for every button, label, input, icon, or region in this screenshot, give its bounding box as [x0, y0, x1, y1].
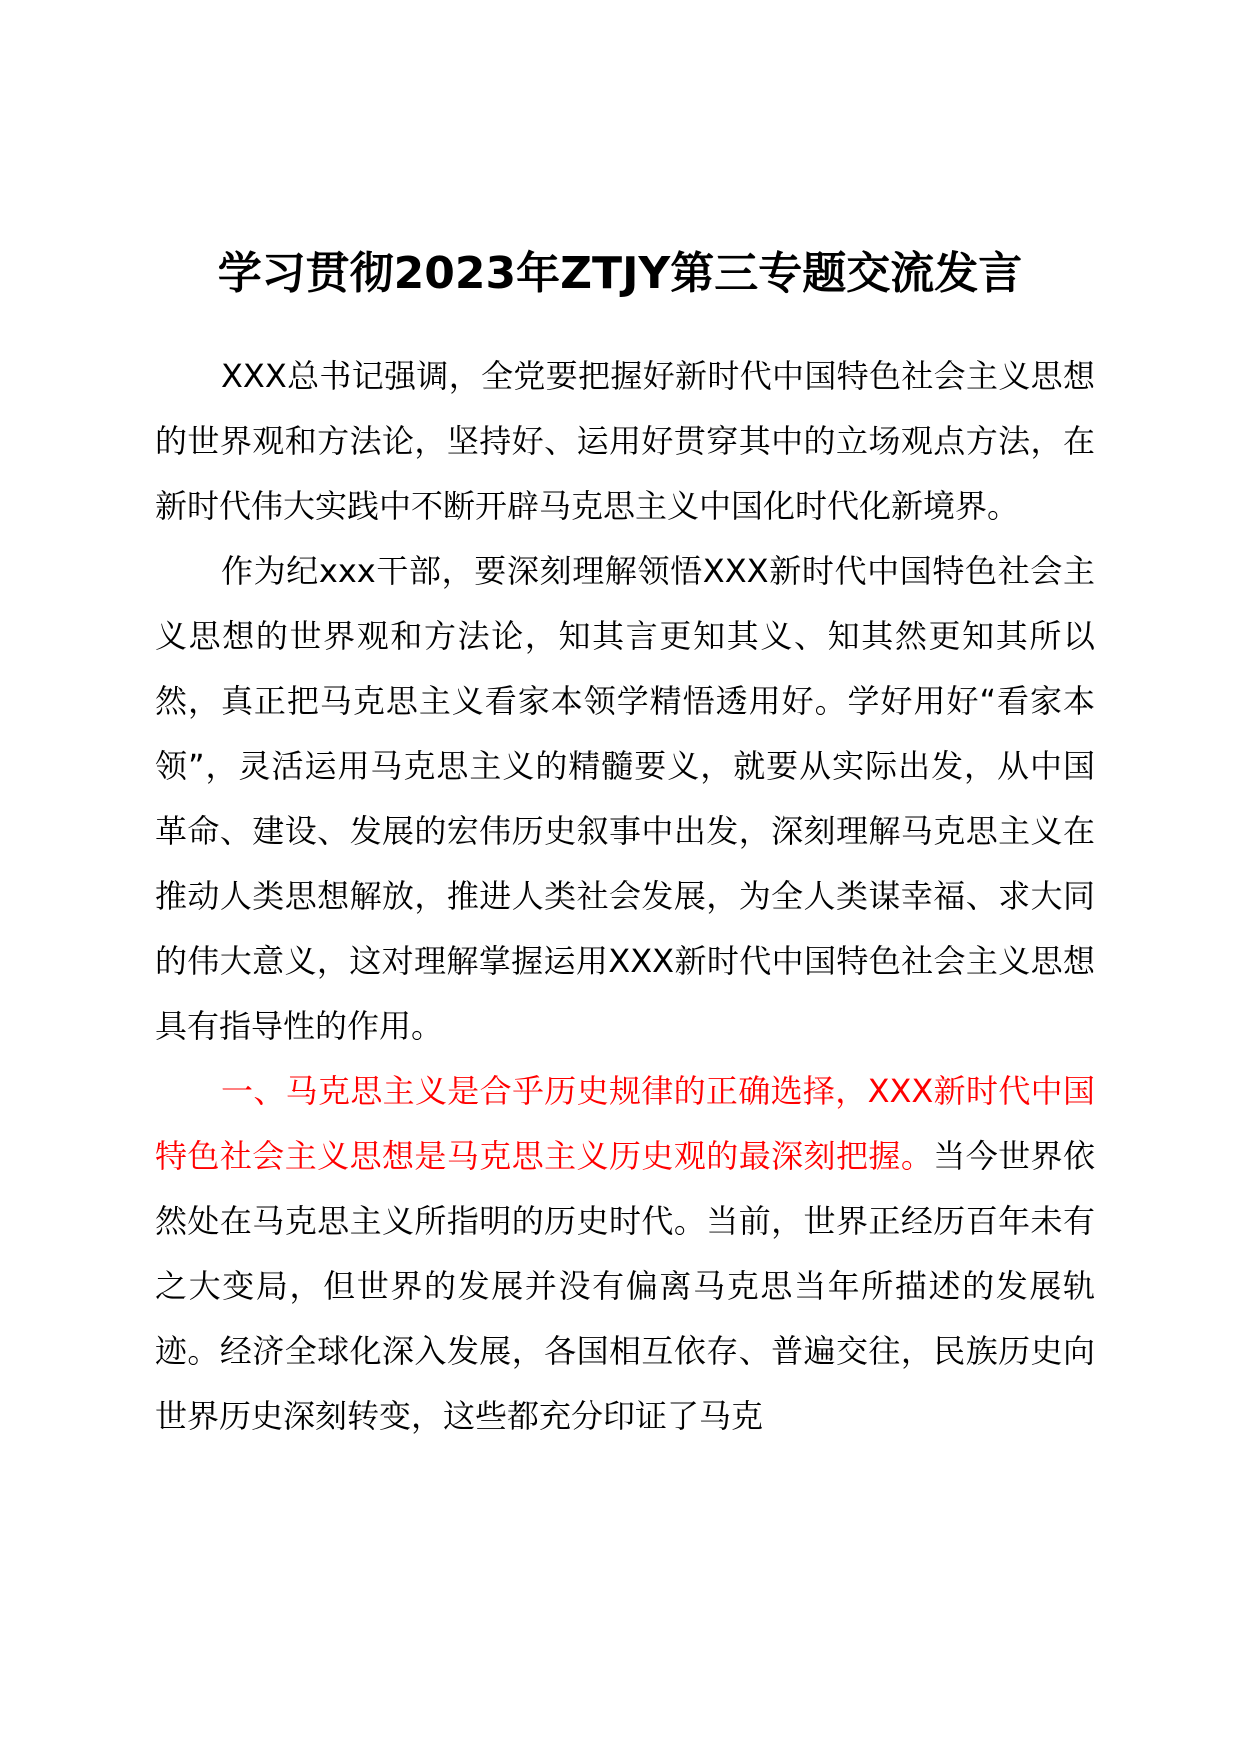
paragraph-3-text: 当今世界依然处在马克思主义所指明的历史时代。当前，世界正经历百年未有之大变局，但世界的发展并没有偏离马克思当年所描述的发展轨迹。经济全球化深入发展，各国相互依存、普遍交往，民族历史向世界历史深刻转变，这些都充分印证了马克 — [155, 1137, 1095, 1435]
document-title: 学习贯彻2023年ZTJY第三专题交流发言 — [217, 248, 1023, 299]
paragraph-1: XXX总书记强调，全党要把握好新时代中国特色社会主义思想的世界观和方法论，坚持好、运用好贯穿其中的立场观点方法，在新时代伟大实践中不断开辟马克思主义中国化时代化新境界。 — [155, 357, 1095, 525]
section-heading-1: 一、马克思主义是合乎历史规律的正确选择，XXX新时代中国特色社会主义思想是马克思主义历史观的最深刻把握。 — [155, 1072, 1095, 1175]
paragraph-3 — [155, 1059, 1095, 1449]
document-body — [155, 344, 1095, 1449]
paragraph-2: 作为纪xxx干部，要深刻理解领悟XXX新时代中国特色社会主义思想的世界观和方法论，知其言更知其义、知其然更知其所以然，真正把马克思主义看家本领学精悟透用好。学好用好“看家本领”，灵活运用马克思主义的精髓要义，就要从实际出发，从中国革命、建设、发展的宏伟历史叙事中出发，深刻理解马克思主义在推动人类思想解放，推进人类社会发展，为全人类谋幸福、求大同的伟大意义，这对理解掌握运用XXX新时代中国特色社会主义思想具有指导性的作用。 — [155, 552, 1095, 1045]
